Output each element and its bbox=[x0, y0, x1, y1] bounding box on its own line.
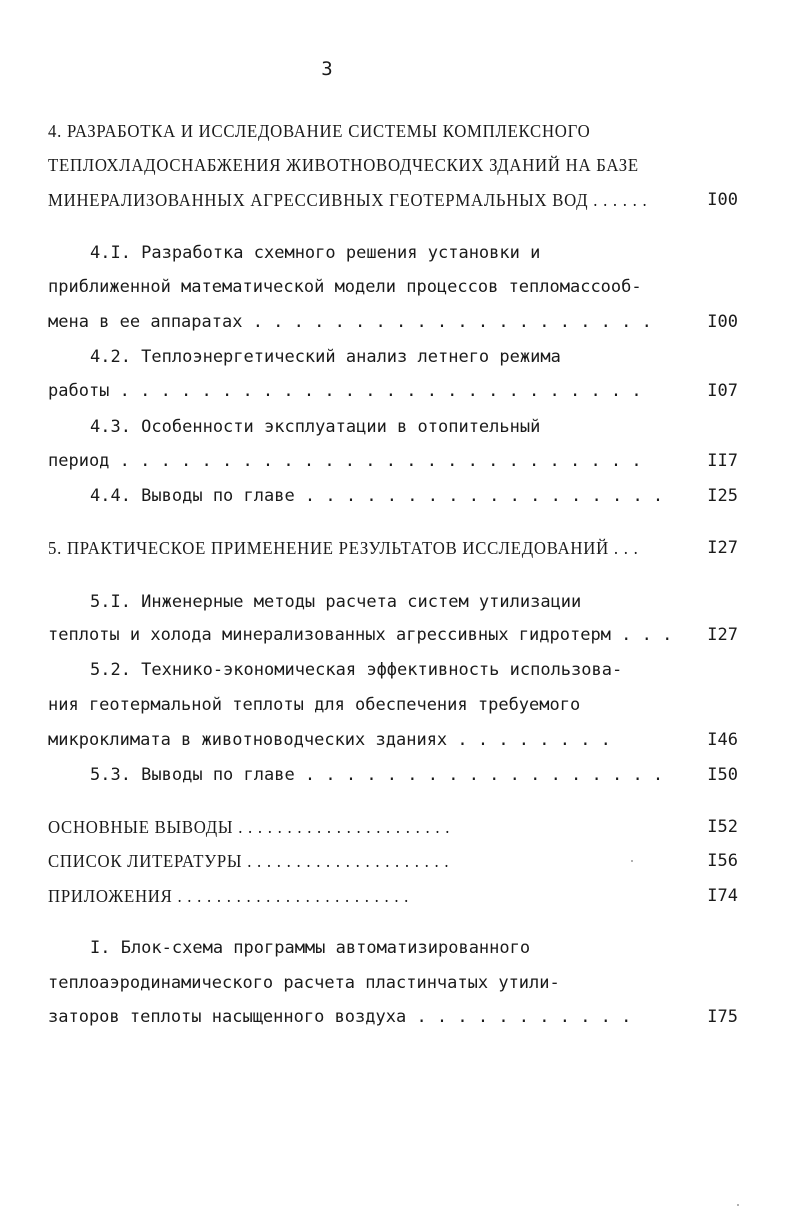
toc-entry-line bbox=[48, 482, 738, 510]
toc-heading-line bbox=[48, 534, 738, 562]
toc-text: 4.I. Разработка схемного решения установки и bbox=[90, 243, 541, 263]
toc-page-ref: I50 bbox=[707, 765, 738, 785]
toc-text: 5.3. Выводы по главе . . . . . . . . . . . . . . . . . . bbox=[90, 765, 664, 785]
toc-page-ref: I25 bbox=[707, 486, 738, 506]
toc-text: заторов теплоты насыщенного воздуха . . . . . . . . . . . bbox=[48, 1007, 632, 1027]
toc-text: ОСНОВНЫЕ ВЫВОДЫ . . . . . . . . . . . . . . . . . . . . . . bbox=[48, 817, 451, 837]
toc-entry-line bbox=[48, 1003, 738, 1031]
toc-entry-line bbox=[48, 934, 738, 962]
toc-page-ref: I46 bbox=[707, 730, 738, 750]
toc-entry-line bbox=[48, 413, 738, 441]
toc-page-ref: II7 bbox=[707, 451, 738, 471]
toc-text: теплоты и холода минерализованных агрессивных гидротерм . . . bbox=[48, 625, 673, 645]
toc-entry-line bbox=[48, 239, 738, 267]
toc-entry-line bbox=[48, 447, 738, 475]
toc-entry-line bbox=[48, 308, 738, 336]
toc-text: 5. ПРАКТИЧЕСКОЕ ПРИМЕНЕНИЕ РЕЗУЛЬТАТОВ ИССЛЕДОВАНИЙ . . . bbox=[48, 538, 639, 558]
scan-speck bbox=[631, 860, 633, 862]
toc-entry-line bbox=[48, 588, 738, 616]
toc-page-ref: I00 bbox=[707, 312, 738, 332]
toc-text: 4.2. Теплоэнергетический анализ летнего режима bbox=[90, 347, 561, 367]
toc-text: 5.2. Технико-экономическая эффективность использова- bbox=[90, 660, 623, 680]
toc-entry-line bbox=[48, 656, 738, 684]
toc-entry-line bbox=[48, 621, 738, 649]
toc-heading-line bbox=[48, 847, 738, 875]
toc-entry-line bbox=[48, 273, 738, 301]
scan-speck bbox=[737, 1204, 739, 1206]
toc-text: МИНЕРАЛИЗОВАННЫХ АГРЕССИВНЫХ ГЕОТЕРМАЛЬНЫХ ВОД . . . . . . bbox=[48, 190, 648, 210]
toc-page-ref: I74 bbox=[707, 886, 738, 906]
toc-text: 4.3. Особенности эксплуатации в отопительный bbox=[90, 417, 541, 437]
toc-text: теплоаэродинамического расчета пластинчатых утили- bbox=[48, 973, 560, 993]
toc-heading-line bbox=[48, 186, 738, 214]
toc-page-ref: I52 bbox=[707, 817, 738, 837]
toc-entry-line bbox=[48, 969, 738, 997]
toc-heading-line bbox=[48, 882, 738, 910]
toc-page-ref: I27 bbox=[707, 625, 738, 645]
toc-text: ТЕПЛОХЛАДОСНАБЖЕНИЯ ЖИВОТНОВОДЧЕСКИХ ЗДАНИЙ НА БАЗЕ bbox=[48, 155, 639, 175]
toc-text: приближенной математической модели процессов тепломассооб- bbox=[48, 277, 642, 297]
toc-page-ref: I56 bbox=[707, 851, 738, 871]
toc-entry-line bbox=[48, 726, 738, 754]
toc-text: 5.I. Инженерные методы расчета систем утилизации bbox=[90, 592, 582, 612]
toc-text: ния геотермальной теплоты для обеспечения требуемого bbox=[48, 695, 581, 715]
toc-text: 4.4. Выводы по главе . . . . . . . . . . . . . . . . . . bbox=[90, 486, 664, 506]
toc-heading-line bbox=[48, 151, 738, 179]
toc-text: СПИСОК ЛИТЕРАТУРЫ . . . . . . . . . . . . . . . . . . . . . bbox=[48, 851, 450, 871]
toc-heading-line bbox=[48, 813, 738, 841]
toc-page-ref: I27 bbox=[707, 538, 738, 558]
toc-page-ref: I00 bbox=[707, 190, 738, 210]
toc-entry-line bbox=[48, 377, 738, 405]
toc-text: микроклимата в животноводческих зданиях . . . . . . . . bbox=[48, 730, 611, 750]
toc-text: 4. РАЗРАБОТКА И ИССЛЕДОВАНИЕ СИСТЕМЫ КОМПЛЕКСНОГО bbox=[48, 121, 591, 141]
toc-text: работы . . . . . . . . . . . . . . . . . . . . . . . . . . bbox=[48, 381, 642, 401]
toc-heading-line bbox=[48, 117, 738, 145]
toc-entry-line bbox=[48, 691, 738, 719]
toc-text: период . . . . . . . . . . . . . . . . . . . . . . . . . . bbox=[48, 451, 642, 471]
toc-entry-line bbox=[48, 761, 738, 789]
toc-text: I. Блок-схема программы автоматизированного bbox=[90, 938, 531, 958]
toc-text: мена в ее аппаратах . . . . . . . . . . . . . . . . . . . . bbox=[48, 312, 652, 332]
toc-page-ref: I07 bbox=[707, 381, 738, 401]
toc-page-ref: I75 bbox=[707, 1007, 738, 1027]
toc-entry-line bbox=[48, 343, 738, 371]
toc-text: ПРИЛОЖЕНИЯ . . . . . . . . . . . . . . . . . . . . . . . . bbox=[48, 886, 410, 906]
page-number: 3 bbox=[321, 58, 334, 80]
